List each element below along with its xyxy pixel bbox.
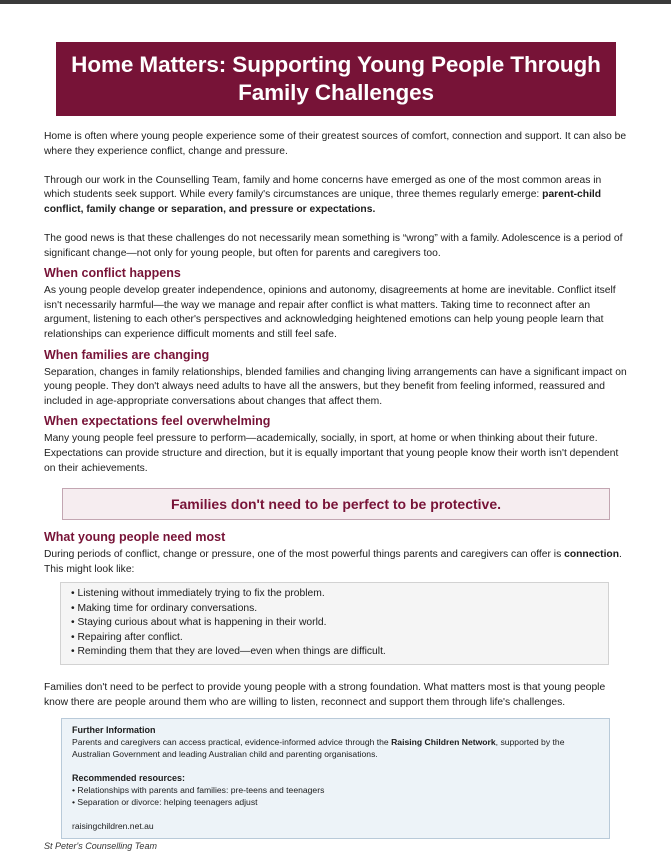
info-text-bold: Raising Children Network — [391, 736, 496, 747]
list-item: • Making time for ordinary conversations. — [71, 602, 258, 614]
changing-paragraph: Separation, changes in family relationships, blended families and changing living arrangements can have a significant impact on young people. They don't always need adults to have all the answers, but they benefit from feeling informed, reassured and included in age-appropriate conversations about changes that affect them. — [44, 366, 627, 407]
heading-expectations: When expectations feel overwhelming — [44, 414, 271, 429]
intro-paragraph-1: Home is often where young people experience some of their greatest sources of comfort, connection and support. It can also be where they experience conflict, change and pressure. — [44, 131, 627, 157]
expectations-paragraph: Many young people feel pressure to perform—academically, socially, in sport, at home or when thinking about their future. Expectations can provide structure and direction, but it is equally important that young people know their worth isn't dependent on their achievements. — [44, 433, 619, 474]
info-text-after: , supported by the Australian Government and leading Australian child and parenting organisations. — [72, 736, 565, 759]
conflict-paragraph: As young people develop greater independence, opinions and autonomy, disagreements at home are inevitable. Conflict itself isn't necessarily harmful—the way we manage and repair after conflict is what matters. Taking time to reconnect after an argument, listening to each other's perspectives and acknowledging heightened emotions can help young people learn that relationships can experience difficult moments and still feel safe. — [44, 285, 616, 340]
heading-changing: When families are changing — [44, 347, 210, 362]
list-item: • Reminding them that they are loved—even when things are difficult. — [71, 645, 386, 657]
page-title-line-2: Family Challenges — [238, 80, 434, 105]
resource-item: • Relationships with parents and families: pre-teens and teenagers — [72, 784, 325, 795]
info-heading: Further Information — [72, 724, 156, 735]
info-text — [72, 736, 599, 760]
title-banner — [56, 42, 616, 116]
intro-paragraph-2-bold: parent-child conflict, family change or separation, and pressure or expectations. — [44, 189, 602, 215]
needs-intro-tail: . This might look like: — [44, 549, 622, 575]
heading-conflict: When conflict happens — [44, 266, 181, 281]
resources-list — [72, 784, 599, 808]
intro-paragraph-2 — [44, 174, 628, 218]
heading-needs: What young people need most — [44, 530, 226, 545]
needs-list — [71, 587, 608, 659]
info-text-before: Parents and caregivers can access practical, evidence-informed advice through the — [72, 736, 392, 747]
needs-intro — [44, 548, 628, 577]
further-information-box — [61, 718, 610, 839]
pull-quote — [62, 488, 610, 520]
website-text: raisingchildren.net.au — [72, 820, 154, 831]
document-body — [44, 130, 628, 839]
pull-quote-text: Families don't need to be perfect to be protective. — [170, 496, 502, 513]
closing-paragraph: Families don't need to be perfect to provide young people with a strong foundation. What matters most is that young people know there are people around them who are willing to listen, reconnect and support them through life's challenges. — [44, 682, 606, 708]
needs-intro-text: During periods of conflict, change or pressure, one of the most powerful things parents and caregivers can offer is — [44, 549, 565, 561]
list-item: • Staying curious about what is happening in their world. — [71, 617, 327, 629]
list-item: • Repairing after conflict. — [71, 631, 183, 643]
needs-list-box — [60, 582, 609, 665]
resource-item: • Separation or divorce: helping teenagers adjust — [72, 796, 258, 807]
intro-paragraph-3: The good news is that these challenges do not necessarily mean something is “wrong” with a family. Adolescence is a period of significant change—not only for young people, but often for parents and caregivers too. — [44, 232, 623, 259]
top-border — [0, 0, 671, 4]
resources-heading: Recommended resources: — [72, 772, 186, 783]
page-title-line-1: Home Matters: Supporting Young People Through — [71, 52, 601, 77]
needs-intro-bold: connection — [564, 549, 620, 561]
list-item: • Listening without immediately trying to fix the problem. — [71, 588, 325, 600]
intro-paragraph-2-text: Through our work in the Counselling Team, family and home concerns have emerged as one of the most common areas in which students seek support. While every family's circumstances are unique, three themes regularly emerge: — [44, 174, 602, 201]
footer-signature: St Peter's Counselling Team — [44, 841, 157, 851]
